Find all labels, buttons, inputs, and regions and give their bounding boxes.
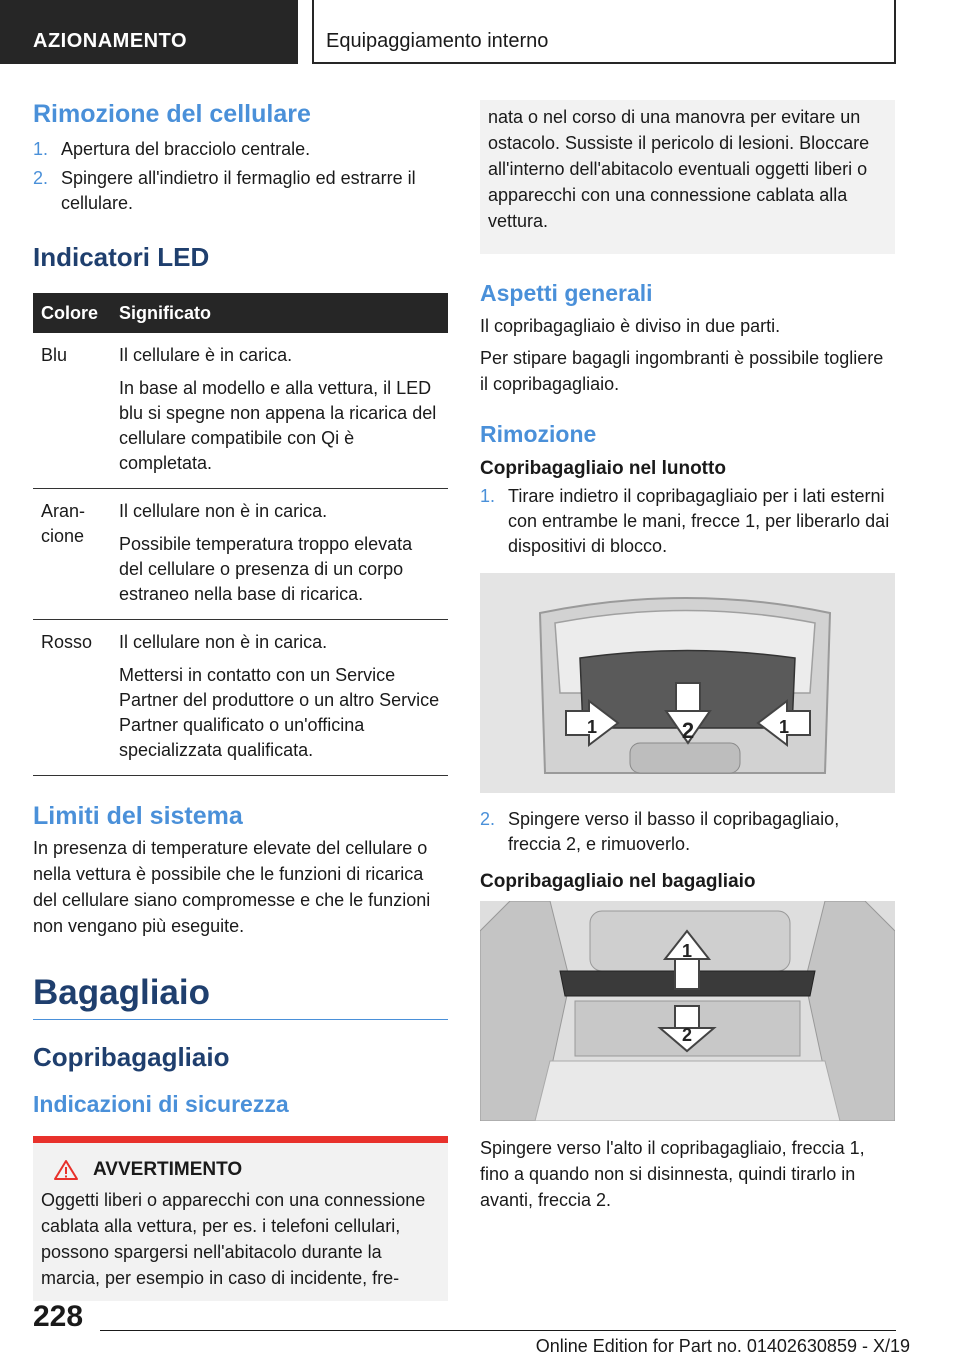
limits-heading: Limiti del sistema xyxy=(33,802,243,830)
led-heading: Indicatori LED xyxy=(33,242,210,272)
general-text-1: Il copribagagliaio è diviso in due parti. xyxy=(480,316,781,336)
chapter-heading-block xyxy=(33,973,448,1020)
step-text: Spingere all'indietro il fermaglio ed estrarre il cellulare. xyxy=(61,168,416,213)
arrow-label-1: 1 xyxy=(586,717,598,737)
page-number: 228 xyxy=(33,1300,84,1333)
meaning-line: Il cellulare non è in carica. xyxy=(119,501,328,521)
left-column xyxy=(33,100,448,1301)
meaning-line: Possibile temperatura troppo elevata del cellulare o presenza di un corpo estraneo nella base di ricarica. xyxy=(119,534,413,604)
step-text: Apertura del bracciolo centrale. xyxy=(61,139,311,159)
cell-color: Rosso xyxy=(33,620,111,776)
table-header xyxy=(33,293,448,333)
removal-phone-heading: Rimozione del cellulare xyxy=(33,100,311,128)
cover-steps-1 xyxy=(480,484,895,559)
section-tab: AZIONAMENTO xyxy=(0,0,298,64)
step-number: 1. xyxy=(480,486,496,506)
rear-cover-illustration xyxy=(480,573,895,793)
warning-continued: nata o nel corso di una manovra per evitare un ostacolo. Sussiste il pericolo di lesioni. Bloccare all'interno dell'abitacolo eventuali oggetti liberi o apparecchi con una connessione cablata alla vettura. xyxy=(480,100,895,254)
meaning-line: Il cellulare è in carica. xyxy=(119,345,293,365)
table-row xyxy=(33,489,448,620)
cell-meaning xyxy=(111,333,448,489)
cover-steps-2 xyxy=(480,807,895,857)
meaning-line: Il cellulare non è in carica. xyxy=(119,632,328,652)
list-item xyxy=(480,484,895,559)
removal-steps xyxy=(33,137,448,216)
arrow-label-2: 2 xyxy=(681,718,695,743)
cell-meaning xyxy=(111,489,448,620)
general-text-2: Per stipare bagagli ingombranti è possibile togliere il copribagagliaio. xyxy=(480,348,884,394)
warning-label: AVVERTIMENTO xyxy=(93,1159,243,1180)
final-instruction: Spingere verso l'alto il copribagagliaio, freccia 1, fino a quando non si disinnesta, quindi tirarlo in avanti, freccia 2. xyxy=(480,1138,865,1210)
arrow-label-1b: 1 xyxy=(778,717,790,737)
luggage-cover-figure xyxy=(480,901,895,1121)
warning-triangle-icon xyxy=(53,1159,79,1181)
step-text: Spingere verso il basso il copribagagliaio, freccia 2, e rimuoverlo. xyxy=(508,809,840,854)
edition-note: Online Edition for Part no. 01402630859 - X/19 xyxy=(535,1336,910,1356)
warning-text: Oggetti liberi o apparecchi con una connessione cablata alla vettura, per es. i telefoni cellulari, possono spargersi nell'abitacolo durante la marcia, per esempio in caso di incidente, fre- xyxy=(41,1190,426,1288)
list-item xyxy=(33,137,448,162)
limits-text: In presenza di temperature elevate del cellulare o nella vettura è possibile che le funzioni di ricarica del cellulare siano compromesse e che le funzioni non vengano più eseguite. xyxy=(33,838,431,936)
cell-color: Blu xyxy=(33,333,111,489)
step-number: 1. xyxy=(33,139,49,159)
table-row xyxy=(33,333,448,489)
arrow-label-forward: 2 xyxy=(681,1025,693,1045)
rear-window-cover-subheading: Copribagagliaio nel lunotto xyxy=(480,458,726,479)
table-row xyxy=(33,620,448,776)
arrow-label-up: 1 xyxy=(681,941,693,961)
luggage-cover-illustration xyxy=(480,901,895,1121)
rear-cover-figure xyxy=(480,573,895,793)
meaning-line: In base al modello e alla vettura, il LED blu si spegne non appena la ricarica del cellulare compatibile con Qi è completata. xyxy=(119,378,437,473)
cell-color: Arancione xyxy=(33,489,111,620)
cover-heading: Copribagagliaio xyxy=(33,1042,230,1072)
cell-meaning xyxy=(111,620,448,776)
safety-heading: Indicazioni di sicurezza xyxy=(33,1091,289,1117)
led-table xyxy=(33,293,448,776)
column-header-meaning: Significato xyxy=(111,293,448,333)
step-number: 2. xyxy=(480,809,496,829)
step-text: Tirare indietro il copribagagliaio per i lati esterni con entrambe le mani, frecce 1, per liberarlo dai dispositivi di blocco. xyxy=(508,486,890,556)
list-item xyxy=(480,807,895,857)
list-item xyxy=(33,166,448,216)
warning-box xyxy=(33,1136,448,1301)
column-header-color: Colore xyxy=(33,293,111,333)
step-number: 2. xyxy=(33,168,49,188)
general-heading: Aspetti generali xyxy=(480,280,653,306)
meaning-line: Mettersi in contatto con un Service Partner del produttore o un altro Service Partner qualificato o un'officina specializzata qualificata. xyxy=(119,665,440,760)
removal-heading: Rimozione xyxy=(480,421,597,447)
footer-divider xyxy=(100,1330,896,1331)
topic-tab: Equipaggiamento interno xyxy=(312,0,896,64)
right-column xyxy=(480,100,895,1213)
warning-title xyxy=(41,1159,440,1181)
chapter-title: Bagagliaio xyxy=(33,973,210,1012)
luggage-cover-subheading: Copribagagliaio nel bagagliaio xyxy=(480,871,756,892)
